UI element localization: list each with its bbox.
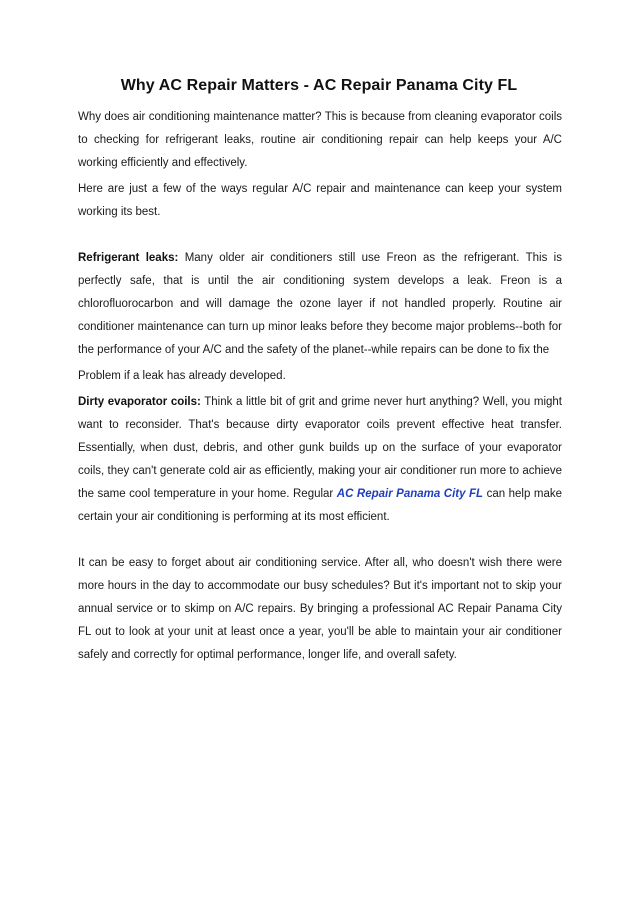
refrigerant-leaks-paragraph: [78, 247, 562, 362]
refrigerant-leaks-continuation: Problem if a leak has already developed.: [78, 370, 286, 382]
dirty-coils-heading: Dirty evaporator coils:: [78, 396, 201, 408]
ac-repair-panama-city-link[interactable]: AC Repair Panama City FL: [336, 488, 484, 500]
intro-paragraph-2: Here are just a few of the ways regular A/C repair and maintenance can keep your system working its best.: [78, 183, 562, 218]
dirty-coils-text: Think a little bit of grit and grime never hurt anything? Well, you might want to reconsider. That's because dirty evaporator coils prevent effective heat transfer. Essentially, when dust, debris, and other gunk builds up on the surface of your evaporator coils, they can't generate cold air as efficiently, making your air conditioner run more to achieve the same cool temperature in your home. Regular: [78, 396, 562, 500]
document-title: Why AC Repair Matters - AC Repair Panama City FL: [120, 77, 518, 94]
refrigerant-leaks-heading: Refrigerant leaks:: [78, 252, 179, 264]
refrigerant-leaks-text: Many older air conditioners still use Freon as the refrigerant. This is perfectly safe, that is until the air conditioning system develops a leak. Freon is a chlorofluorocarbon and will damage the ozone layer if not handled properly. Routine air conditioner maintenance can turn up minor leaks before they become major problems--both for the performance of your A/C and the safety of the planet--while repairs can be done to fix the: [78, 252, 562, 356]
dirty-coils-text-end: can help make certain your air conditioning is performing at its most efficient.: [78, 488, 562, 523]
document-body: [78, 106, 562, 670]
closing-paragraph: It can be easy to forget about air conditioning service. After all, who doesn't wish there were more hours in the day to accommodate our busy schedules? But it's important not to skip your annual service or to skimp on A/C repairs. By bringing a professional AC Repair Panama City FL out to look at your unit at least once a year, you'll be able to maintain your air conditioner safely and correctly for optimal performance, longer life, and overall safety.: [78, 557, 562, 661]
intro-paragraph-1: Why does air conditioning maintenance matter? This is because from cleaning evaporator coils to checking for refrigerant leaks, routine air conditioning repair can help keeps your A/C working efficiently and effectively.: [78, 111, 562, 169]
dirty-coils-paragraph: [78, 391, 562, 529]
